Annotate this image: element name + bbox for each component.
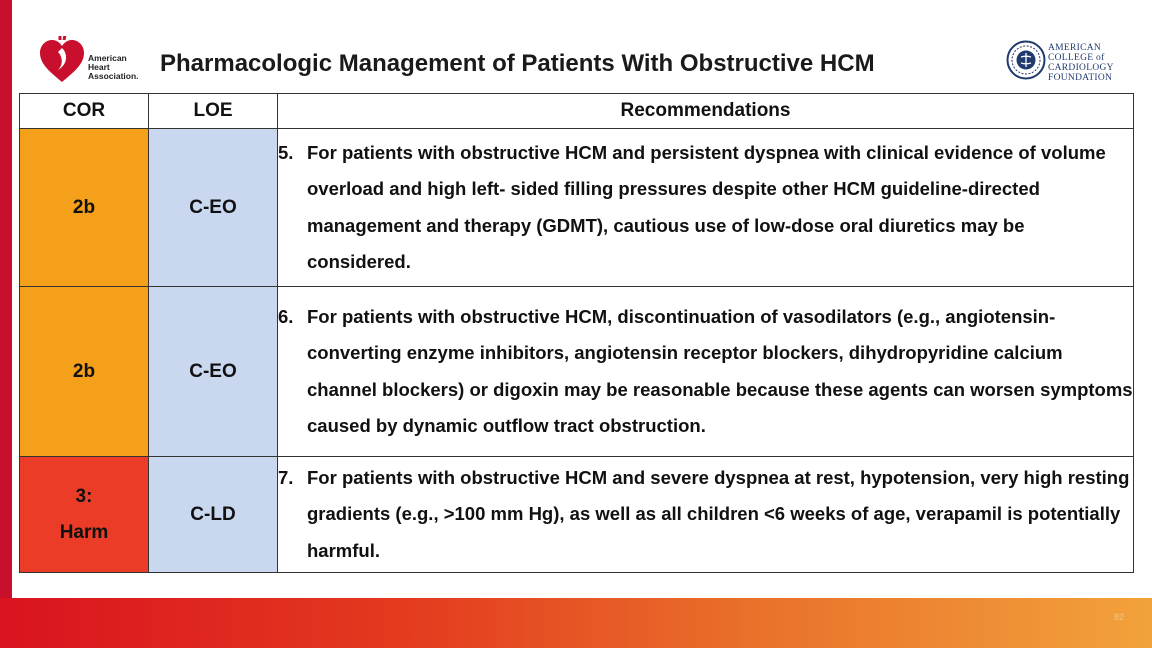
recommendation-item xyxy=(278,135,1133,281)
aha-logo-text xyxy=(88,54,139,81)
recommendation-item xyxy=(278,460,1133,570)
recommendation-cell xyxy=(278,129,1134,287)
recommendations-header: Recommendations xyxy=(278,94,1134,129)
loe-cell: C-EO xyxy=(149,129,278,287)
acc-logo-line: FOUNDATION xyxy=(1048,73,1113,83)
cor-class: 3: xyxy=(75,485,93,507)
cor-cell: 2b xyxy=(20,129,149,287)
table-row xyxy=(20,457,1134,573)
acc-logo-line: AMERICAN xyxy=(1048,43,1102,53)
acc-logo-line: COLLEGE of xyxy=(1048,53,1105,63)
acc-logo-text xyxy=(1048,43,1114,83)
table-row xyxy=(20,287,1134,457)
recommendation-item xyxy=(278,299,1133,445)
loe-cell: C-LD xyxy=(149,457,278,573)
recommendation-number: 7. xyxy=(278,466,294,488)
acc-logo-line: CARDIOLOGY xyxy=(1048,63,1114,73)
left-accent-bar xyxy=(0,0,12,600)
cor-class-label: Harm xyxy=(59,521,109,543)
page-title: Pharmacologic Management of Patients With Obstructive HCM xyxy=(160,50,875,77)
page-number: 82 xyxy=(1113,612,1124,622)
cor-cell xyxy=(20,457,149,573)
aha-logo-line: American xyxy=(88,53,127,63)
aha-logo-line: Heart xyxy=(88,62,110,72)
recommendation-number: 6. xyxy=(278,305,294,327)
cor-header: COR xyxy=(20,94,149,129)
recommendation-text: For patients with obstructive HCM, discontinuation of vasodilators (e.g., angiotensin-converting enzyme inhibitors, angiotensin receptor blockers, dihydropyridine calcium channel blockers) or digoxin may be reasonable because these agents can worsen symptoms caused by dynamic outflow tract obstruction. xyxy=(307,305,1133,436)
aha-logo-line: Association. xyxy=(88,71,139,81)
recommendations-table xyxy=(19,93,1134,573)
recommendation-text: For patients with obstructive HCM and severe dyspnea at rest, hypotension, very high resting gradients (e.g., >100 mm Hg), as well as all children <6 weeks of age, verapamil is potentially harmful. xyxy=(307,466,1130,561)
recommendation-cell xyxy=(278,457,1134,573)
loe-header: LOE xyxy=(149,94,278,129)
table-row xyxy=(20,129,1134,287)
recommendation-cell xyxy=(278,287,1134,457)
recommendation-number: 5. xyxy=(278,141,294,163)
table-header-row xyxy=(20,94,1134,129)
loe-cell: C-EO xyxy=(149,287,278,457)
footer-gradient-band xyxy=(0,598,1152,648)
acc-foundation-seal-icon xyxy=(1006,40,1046,80)
recommendation-text: For patients with obstructive HCM and persistent dyspnea with clinical evidence of volume overload and high left- sided filling pressures despite other HCM guideline-directed management and therapy (GDMT), cautious use of low-dose oral diuretics may be considered. xyxy=(307,141,1106,272)
cor-cell: 2b xyxy=(20,287,149,457)
